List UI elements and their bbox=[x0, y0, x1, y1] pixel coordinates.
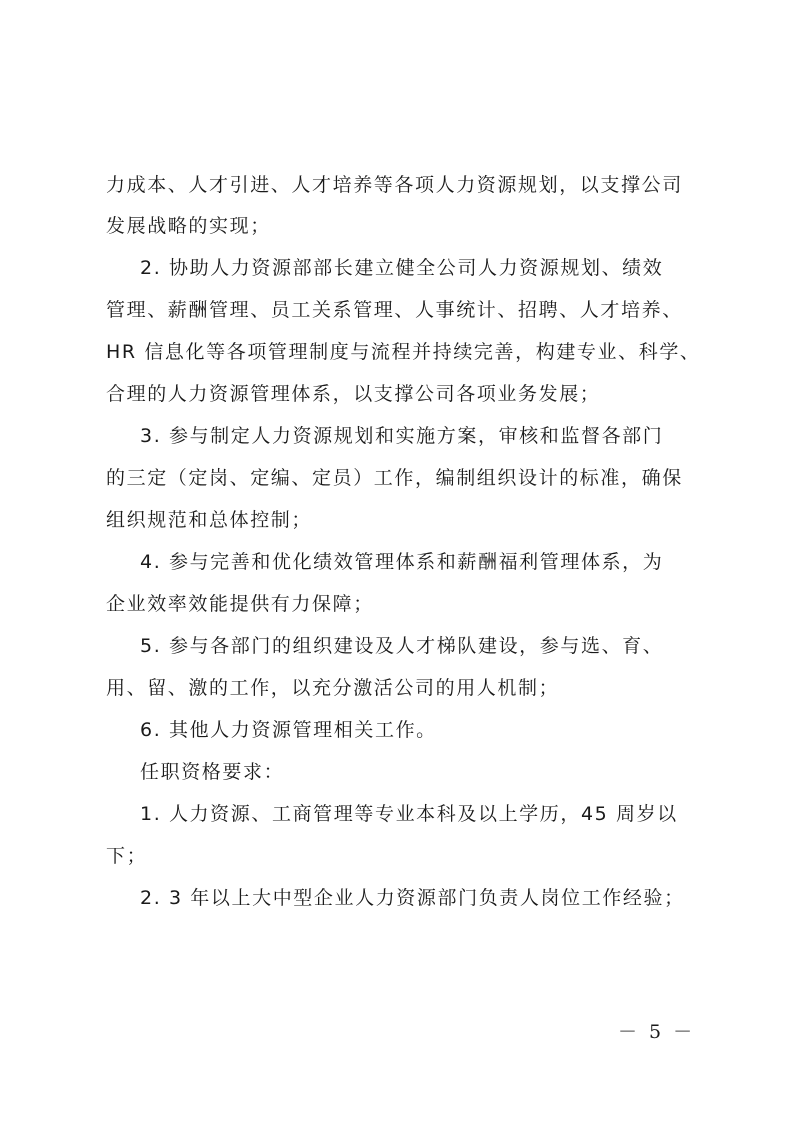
text-line: 6. 其他人力资源管理相关工作。 bbox=[140, 719, 437, 741]
text-line: 任职资格要求： bbox=[140, 761, 285, 783]
text-line: 5. 参与各部门的组织建设及人才梯队建设，参与选、育、 bbox=[140, 635, 664, 657]
text-line: 组织规范和总体控制； bbox=[106, 509, 313, 531]
text-line: 的三定（定岗、定编、定员）工作，编制组织设计的标准，确保 bbox=[106, 467, 683, 489]
page-number: － 5 － bbox=[618, 1021, 696, 1043]
text-line: 发展战略的实现； bbox=[106, 215, 271, 237]
text-line: 力成本、人才引进、人才培养等各项人力资源规划，以支撑公司 bbox=[106, 174, 683, 196]
text-line: 4. 参与完善和优化绩效管理体系和薪酬福利管理体系，为 bbox=[140, 551, 664, 573]
text-line: 管理、薪酬管理、员工关系管理、人事统计、招聘、人才培养、 bbox=[106, 299, 683, 321]
text-line: HR 信息化等各项管理制度与流程并持续完善，构建专业、科学、 bbox=[106, 341, 701, 363]
text-line: 合理的人力资源管理体系，以支撑公司各项业务发展； bbox=[106, 383, 601, 405]
text-line: 2. 协助人力资源部部长建立健全公司人力资源规划、绩效 bbox=[140, 257, 664, 279]
text-line: 1. 人力资源、工商管理等专业本科及以上学历，45 周岁以 bbox=[140, 803, 678, 825]
text-line: 用、留、激的工作，以充分激活公司的用人机制； bbox=[106, 677, 560, 699]
text-line: 下； bbox=[106, 845, 148, 867]
text-line: 3. 参与制定人力资源规划和实施方案，审核和监督各部门 bbox=[140, 425, 664, 447]
text-line: 2. 3 年以上大中型企业人力资源部门负责人岗位工作经验； bbox=[140, 887, 685, 909]
text-line: 企业效率效能提供有力保障； bbox=[106, 593, 374, 615]
